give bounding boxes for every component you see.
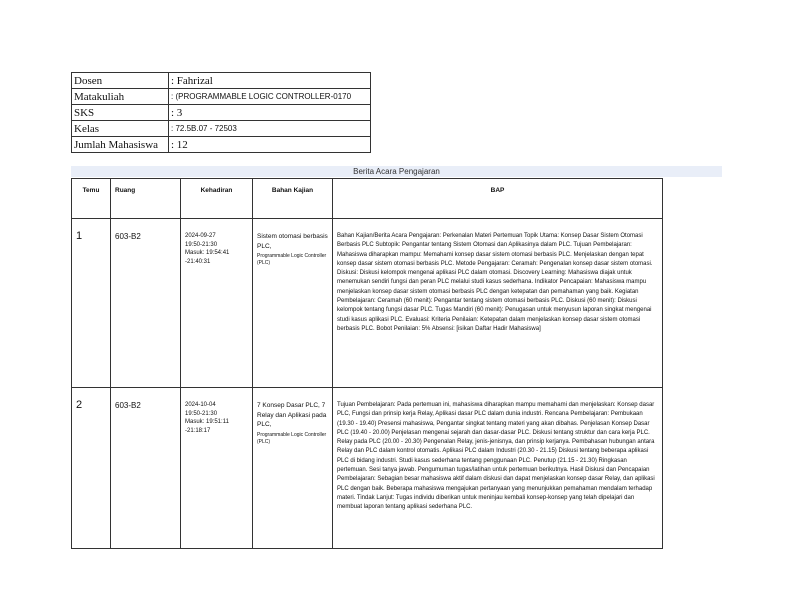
bap-table: [71, 178, 663, 549]
info-row-matakuliah: [72, 89, 371, 105]
header-kehadiran: Kehadiran: [181, 179, 253, 219]
kajian-main: Sistem otomasi berbasis PLC,: [257, 233, 328, 250]
kelas-label: Kelas: [72, 121, 169, 137]
dosen-value: : Fahrizal: [169, 73, 371, 89]
course-info-table: [71, 72, 371, 153]
matakuliah-value: : (PROGRAMMABLE LOGIC CONTROLLER-0170: [169, 89, 371, 105]
kehadiran-masuk: Masuk: 19:54:41: [185, 250, 230, 257]
kehadiran-date: 2024-10-04: [185, 402, 216, 408]
jumlah-label: Jumlah Mahasiswa: [72, 137, 169, 153]
kehadiran-keluar: -21:40:31: [185, 259, 211, 266]
jumlah-value: : 12: [169, 137, 371, 153]
kajian-main: 7 Konsep Dasar PLC, 7 Relay dan Aplikasi pada PLC,: [257, 402, 327, 429]
dosen-label: Dosen: [72, 73, 169, 89]
kehadiran-keluar: -21:18:17: [185, 428, 211, 435]
bap-content: Bahan Kajian/Berita Acara Pengajaran: Perkenalan Materi Pertemuan Topik Utama: Konsep Dasar Sistem Otomasi Berbasis PLC Subtopik: Pengantar tentang Sistem Otomasi dan Aplikasinya dalam PLC. Tujuan Pembelajaran: Mahasiswa diharapkan mampu: Memahami konsep dasar sistem otomasi berbasis PLC. Menjelaskan dengan tepat konsep dasar sistem otomasi berbasis PLC. Metode Pengajaran: Ceramah: Pengenalan konsep dasar sistem otomasi. Diskusi: Diskusi kelompok mengenai aplikasi PLC dalam otomasi. Discovery Learning: Mahasiswa diajak untuk menemukan sendiri fungsi dan peran PLC melalui studi kasus sederhana. Indikator Pencapaian: Mahasiswa mampu menjelaskan konsep dasar sistem otomasi berbasis PLC dengan ketepatan dan pemahaman yang baik. Kegiatan Pembelajaran: Ceramah (60 menit): Pengantar tentang sistem otomasi berbasis PLC. Diskusi (60 menit): Diskusi kelompok tentang fungsi dasar PLC. Tugas Mandiri (60 menit): Penugasan untuk menyusun laporan singkat mengenai studi kasus aplikasi PLC. Evaluasi: Kriteria Penilaian: Ketepatan dalam menjelaskan konsep dasar sistem otomasi berbasis PLC. Bobot Penilaian: 5% Absensi: [isikan Daftar Hadir Mahasiswa]: [333, 219, 663, 388]
kehadiran-date: 2024-09-27: [185, 233, 216, 239]
kelas-value: : 72.5B.07 - 72503: [169, 121, 371, 137]
kehadiran-cell: [181, 388, 253, 549]
ruang-value: 603-B2: [111, 388, 181, 549]
kehadiran-time: 19:50-21:30: [185, 241, 218, 248]
header-temu: Temu: [72, 179, 111, 219]
kajian-cell: [253, 388, 333, 549]
kajian-sub: Programmable Logic Controller (PLC): [257, 432, 327, 445]
info-row-sks: [72, 105, 371, 121]
info-row-jumlah: [72, 137, 371, 153]
ruang-value: 603-B2: [111, 219, 181, 388]
kehadiran-cell: [181, 219, 253, 388]
matakuliah-label: Matakuliah: [72, 89, 169, 105]
info-row-dosen: [72, 73, 371, 89]
header-ruang: Ruang: [111, 179, 181, 219]
temu-number: 2: [72, 388, 111, 549]
kehadiran-time: 19:50-21:30: [185, 410, 218, 417]
kehadiran-masuk: Masuk: 19:51:11: [185, 419, 229, 426]
table-row: [72, 219, 663, 388]
info-row-kelas: [72, 121, 371, 137]
sks-value: : 3: [169, 105, 371, 121]
table-row: [72, 388, 663, 549]
sks-label: SKS: [72, 105, 169, 121]
header-kajian: Bahan Kajian: [253, 179, 333, 219]
kajian-sub: Programmable Logic Controller (PLC): [257, 253, 327, 266]
bap-header-row: [72, 179, 663, 219]
table-caption: Berita Acara Pengajaran: [71, 166, 722, 177]
header-bap: BAP: [333, 179, 663, 219]
temu-number: 1: [72, 219, 111, 388]
bap-content: Tujuan Pembelajaran: Pada pertemuan ini, mahasiswa diharapkan mampu memahami dan menjelaskan: Konsep dasar PLC, Fungsi dan prinsip kerja Relay, Aplikasi dasar PLC dalam dunia industri. Rencana Pembelajaran: Pembukaan (19.30 - 19.40) Presensi mahasiswa, Pengantar singkat tentang materi yang akan dibahas. Penjelasan Konsep Dasar PLC (19.40 - 20.00) Penjelasan mengenai sejarah dan dasar-dasar PLC. Diskusi tentang struktur dan cara kerja PLC. Relay pada PLC (20.00 - 20.30) Pengenalan Relay, jenis-jenisnya, dan prinsip kerjanya. Pembahasan hubungan antara Relay dan PLC dalam kontrol otomatis. Aplikasi PLC dalam Industri (20.30 - 21.15) Diskusi tentang beberapa aplikasi PLC di bidang industri. Studi kasus sederhana tentang penggunaan PLC. Penutup (21.15 - 21.30) Ringkasan pertemuan. Sesi tanya jawab. Pengumuman tugas/latihan untuk pertemuan berikutnya. Hasil Diskusi dan Pencapaian Pembelajaran: Sebagian besar mahasiswa aktif dalam diskusi dan dapat menjelaskan konsep dasar Relay, dan aplikasi PLC dengan baik. Beberapa mahasiswa mengajukan pertanyaan yang menunjukkan pemahaman mendalam terhadap materi. Tindak Lanjut: Tugas individu diberikan untuk meninjau kembali konsep-konsep yang telah dipelajari dan membuat laporan tentang aplikasi sederhana PLC.: [333, 388, 663, 549]
kajian-cell: [253, 219, 333, 388]
